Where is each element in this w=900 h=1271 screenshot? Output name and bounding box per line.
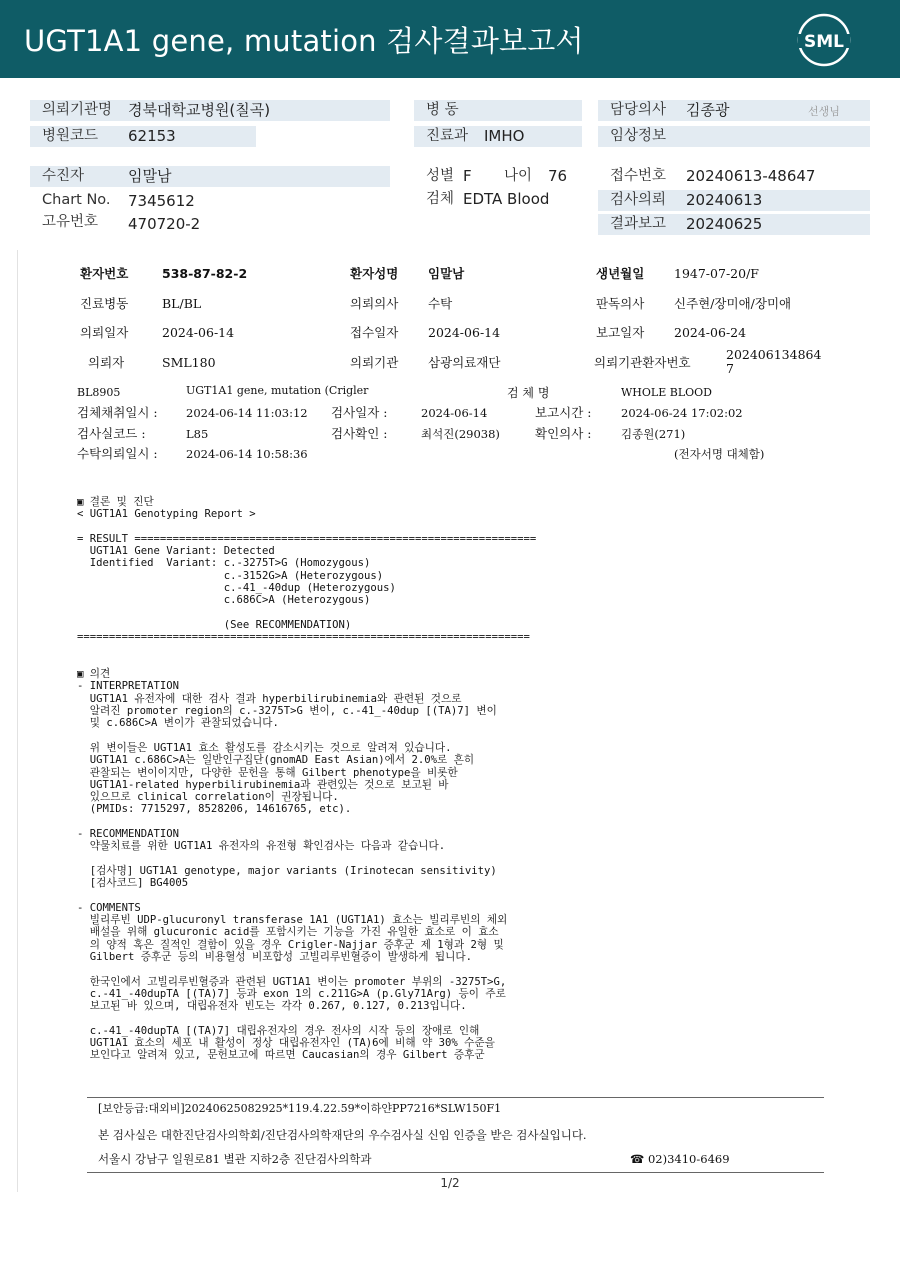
footer-divider xyxy=(87,1172,824,1173)
test-name: UGT1A1 gene, mutation (Crigler xyxy=(186,384,369,397)
report-date-label: 결과보고 xyxy=(598,214,870,235)
meta-label: 검사일자 : xyxy=(331,405,388,420)
report-body: ▣ 결론 및 진단 < UGT1A1 Genotyping Report > = RESULT =============================================================== UGT1A1 Gene Variant: Detected Identified Variant: c.-3275T>G (Homozygous) c.-3152G>A (Heterozygous) c.-41_-40dup (Heterozygous) c.686C>A (Heterozygous) (See RECOMMENDATION) ======================================================================= ▣ 의견 - INTERPRETATION UGT1A1 유전자에 대한 검사 결과 hyperbilirubinemia와 관련된 것으로 알려진 promoter region의 c.-3275T>G 변이, c.-41_-40dup [(TA)7] 변이 및 c.686C>A 변이가 관찰되었습니다. 위 변이들은 UGT1A1 효소 활성도를 감소시키는 것으로 알려져 있습니다. UGT1A1 c.686C>A는 일반인구집단(gnomAD East Asian)에서 2.0%로 흔히 관찰되는 변이이지만, 다양한 문헌을 통해 Gilbert phenotype을 비롯한 UGT1A1-related hyperbilirubinemia과 관련있는 것으로 보고된 바 있으므로 clinical correlation이 권장됩니다. (PMIDs: 7715297, 8528206, 14616765, etc). - RECOMMENDATION 약물치료를 위한 UGT1A1 유전자의 유전형 확인검사는 다음과 같습니다. [검사명] UGT1A1 genotype, major variants (Irinotecan sensitivity) [검사코드] BG4005 - COMMENTS 빌리루빈 UDP-glucuronyl transferase 1A1 (UGT1A1) 효소는 빌리루빈의 체외 배설을 위해 glucuronic acid를 포함시키는 기능을 가진 유일한 효소로 이 효소 의 양적 혹은 질적인 결함이 있을 경우 Crigler-Najjar 증후군 제 1형과 2형 및 Gilbert 증후군 등의 비용혈성 비포합성 고빌리루빈혈증이 발생하게 됩니다. 한국인에서 고빌리루빈혈증과 관련된 UGT1A1 변이는 promoter 부위의 -3275T>G, c.-41_-40dupTA [(TA)7] 등과 exon 1의 c.211G>A (p.Gly71Arg) 등이 주로 보고된 바 있으며, 대립유전자 빈도는 각각 0.267, 0.127, 0.213입니다. c.-41_-40dupTA [(TA)7] 대립유전자의 경우 전사의 시작 등의 장애로 인해 UGT1A1 효소의 세포 내 활성이 정상 대립유전자인 (TA)6에 비해 약 30% 수준을 보인다고 알려져 있고, 문헌보고에 따르면 Caucasian의 경우 Gilbert 증후군 xyxy=(77,496,537,1062)
grid-value: 수탁 xyxy=(428,296,453,311)
footer-divider xyxy=(87,1097,824,1098)
meta-label: 확인의사 : xyxy=(535,426,592,441)
unique-id-value: 470720-2 xyxy=(128,215,201,233)
meta-value: 2024-06-14 11:03:12 xyxy=(186,406,308,420)
doctor-suffix: 선생님 xyxy=(808,105,840,118)
meta-label: 검사확인 : xyxy=(331,426,388,441)
grid-label: 의뢰의사 xyxy=(350,296,399,311)
grid-value: 2024-06-14 xyxy=(162,325,235,340)
doctor-label: 담당의사 xyxy=(598,100,870,121)
lab-phone: ☎ 02)3410-6469 xyxy=(630,1152,730,1166)
receipt-label: 접수번호 xyxy=(610,168,667,184)
unique-id-label: 고유번호 xyxy=(42,214,99,230)
grid-label: 접수일자 xyxy=(350,325,399,340)
meta-label: 수탁의뢰일시 : xyxy=(77,446,158,461)
grid-value: 1947-07-20/F xyxy=(674,266,759,281)
institution-value: 경북대학교병원(칠곡) xyxy=(128,101,271,119)
hospital-code-label: 병원코드 xyxy=(30,126,256,147)
institution-label: 의뢰기관명 xyxy=(30,100,390,121)
esign-note: (전자서명 대체함) xyxy=(674,447,765,461)
chart-label: Chart No. xyxy=(42,192,111,208)
request-date-value: 20240613 xyxy=(686,191,763,209)
grid-label: 의뢰일자 xyxy=(80,325,129,340)
grid-value: 2024-06-24 xyxy=(674,325,747,340)
grid-value: 202406134864 7 xyxy=(726,347,822,376)
meta-value: 최석진(29038) xyxy=(421,427,500,441)
specimen-name-label: 검 체 명 xyxy=(507,386,550,400)
sex-label: 성별 xyxy=(426,168,455,184)
grid-label: 의뢰기관환자번호 xyxy=(594,355,691,370)
grid-value: 임말남 xyxy=(428,266,465,281)
sex-value: F xyxy=(463,167,472,185)
grid-label: 의뢰자 xyxy=(88,355,125,370)
specimen-label: 검체 xyxy=(426,191,455,207)
meta-value: 2024-06-14 xyxy=(421,406,488,420)
specimen-value: EDTA Blood xyxy=(463,190,550,208)
meta-value: 2024-06-14 10:58:36 xyxy=(186,447,308,461)
grid-value: SML180 xyxy=(162,355,216,370)
report-title: UGT1A1 gene, mutation 검사결과보고서 xyxy=(24,24,584,58)
grid-label: 환자번호 xyxy=(80,266,129,281)
doctor-value: 김종광 xyxy=(686,101,730,119)
grid-value: 삼광의료재단 xyxy=(428,355,501,370)
clinical-info-label: 임상정보 xyxy=(598,126,870,147)
specimen-name-value: WHOLE BLOOD xyxy=(621,386,712,399)
grid-value: 신주현/장미애/장미애 xyxy=(674,296,792,311)
patient-value: 임말남 xyxy=(128,167,172,185)
patient-label: 수진자 xyxy=(30,166,390,187)
grid-label: 판독의사 xyxy=(596,296,645,311)
grid-label: 환자성명 xyxy=(350,266,399,281)
grid-label: 의뢰기관 xyxy=(350,355,399,370)
hospital-code-value: 62153 xyxy=(128,127,176,145)
meta-label: 보고시간 : xyxy=(535,405,592,420)
grid-label: 보고일자 xyxy=(596,325,645,340)
grid-value: 538-87-82-2 xyxy=(162,266,248,281)
svg-text:SML: SML xyxy=(804,32,844,52)
security-line: [보안등급:대외비]20240625082925*119.4.22.59*이하얀PP7216*SLW150F1 xyxy=(98,1102,502,1115)
meta-value: 김종원(271) xyxy=(621,427,686,441)
meta-value: L85 xyxy=(186,427,209,441)
certification-note: 본 검사실은 대한진단검사의학회/진단검사의학재단의 우수검사실 신임 인증을 받은 검사실입니다. xyxy=(98,1128,587,1142)
grid-value: BL/BL xyxy=(162,296,202,311)
meta-label: 검체채취일시 : xyxy=(77,405,158,420)
department-value: IMHO xyxy=(484,127,525,145)
age-value: 76 xyxy=(548,167,568,185)
receipt-value: 20240613-48647 xyxy=(686,167,816,185)
sml-logo-icon xyxy=(796,12,852,68)
report-header-banner xyxy=(0,0,900,78)
report-date-value: 20240625 xyxy=(686,215,763,233)
test-code: BL8905 xyxy=(77,386,121,399)
lab-address: 서울시 강남구 일원로81 별관 지하2층 진단검사의학과 xyxy=(98,1152,372,1166)
department-label: 진료과 xyxy=(414,126,582,147)
ward-label: 병 동 xyxy=(414,100,582,121)
request-date-label: 검사의뢰 xyxy=(598,190,870,211)
page-number: 1/2 xyxy=(440,1176,460,1190)
grid-value: 2024-06-14 xyxy=(428,325,501,340)
grid-label: 진료병동 xyxy=(80,296,129,311)
chart-value: 7345612 xyxy=(128,192,195,210)
meta-value: 2024-06-24 17:02:02 xyxy=(621,406,743,420)
meta-label: 검사실코드 : xyxy=(77,426,146,441)
age-label: 나이 xyxy=(504,168,533,184)
grid-label: 생년월일 xyxy=(596,266,645,281)
